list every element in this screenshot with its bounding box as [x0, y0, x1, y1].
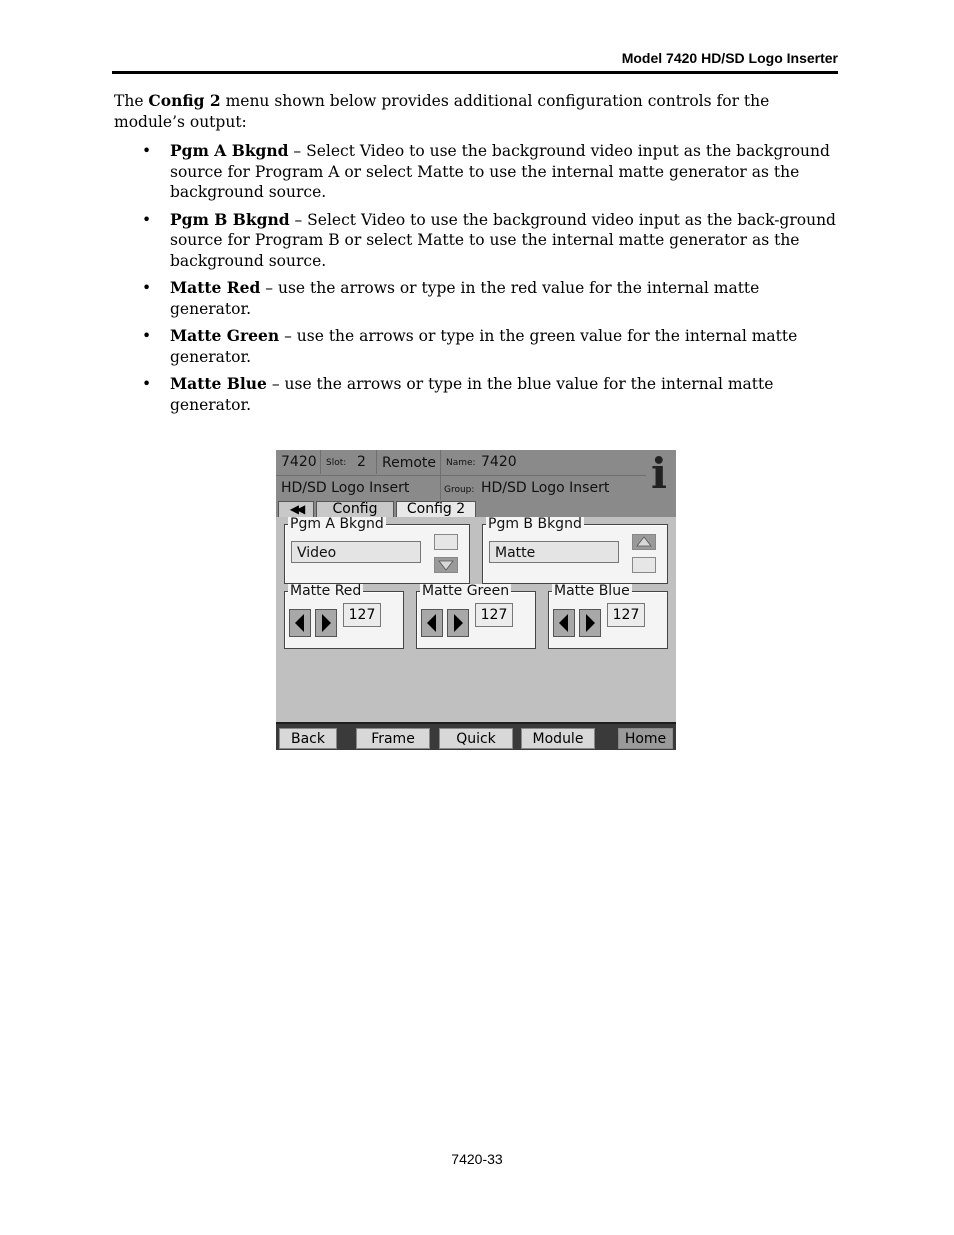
bullet-desc: – use the arrows or type in the red value for the internal matte generator.: [170, 279, 760, 318]
matte-green-label: Matte Green: [422, 583, 510, 599]
arrow-left-icon: [422, 610, 442, 636]
bullet-desc: – Select Video to use the background video input as the back-ground source for Program B or select Matte to use the internal matte generator as the background source.: [170, 210, 836, 270]
tab-strip: [276, 500, 676, 517]
arrow-right-icon: [448, 610, 468, 636]
matte-red-input[interactable]: 127: [343, 603, 381, 627]
chevron-down-icon: [435, 558, 457, 572]
matte-blue-increment-button[interactable]: [579, 609, 601, 637]
matte-blue-input[interactable]: 127: [607, 603, 645, 627]
slot-caption: Slot:: [326, 458, 347, 468]
tab-config-2[interactable]: Config 2: [396, 501, 476, 517]
matte-green-group: [416, 583, 536, 649]
model-label: 7420: [281, 454, 317, 470]
slot-value: 2: [357, 454, 366, 470]
bullet-list: [142, 141, 842, 422]
divider: [320, 450, 321, 474]
pgm-a-down-button[interactable]: [434, 557, 458, 573]
arrow-right-icon: [316, 610, 336, 636]
bullet-dot: •: [142, 375, 152, 393]
module-button[interactable]: Module: [521, 728, 595, 749]
bullet-desc: – use the arrows or type in the blue value for the internal matte generator.: [170, 375, 774, 414]
matte-green-input[interactable]: 127: [475, 603, 513, 627]
pgm-b-up-button[interactable]: [632, 534, 656, 550]
running-header: Model 7420 HD/SD Logo Inserter: [621, 50, 838, 66]
arrow-left-icon: [554, 610, 574, 636]
bullet-dot: •: [142, 142, 152, 160]
description-label: HD/SD Logo Insert: [281, 480, 410, 496]
matte-red-increment-button[interactable]: [315, 609, 337, 637]
matte-blue-group: [548, 583, 668, 649]
config2-menu-screen: [276, 450, 676, 750]
name-value: 7420: [481, 454, 517, 470]
pgm-b-bkgnd-select[interactable]: Matte: [489, 541, 619, 563]
list-item: [142, 210, 842, 272]
list-item: [142, 326, 842, 367]
list-item: [142, 374, 842, 415]
name-caption: Name:: [446, 458, 476, 468]
info-icon[interactable]: i: [651, 450, 667, 498]
divider: [376, 450, 377, 474]
intro-paragraph: [114, 91, 834, 132]
nav-bar: [276, 722, 676, 750]
group-value: HD/SD Logo Insert: [481, 480, 610, 496]
pgm-b-down-button[interactable]: [632, 557, 656, 573]
list-item: [142, 141, 842, 203]
bullet-desc: – use the arrows or type in the green value for the internal matte generator.: [170, 327, 798, 366]
arrow-right-icon: [580, 610, 600, 636]
header-rule: [112, 71, 838, 74]
pgm-a-bkgnd-label: Pgm A Bkgnd: [290, 516, 384, 532]
bullet-term: Pgm A Bkgnd: [170, 141, 289, 160]
group-caption: Group:: [444, 485, 475, 495]
bullet-dot: •: [142, 279, 152, 297]
intro-text-pre: The: [114, 92, 149, 110]
intro-text-post: menu shown below provides additional configuration controls for the module’s output:: [114, 92, 770, 131]
bullet-dot: •: [142, 327, 152, 345]
quick-button[interactable]: Quick: [439, 728, 513, 749]
pgm-a-bkgnd-select[interactable]: Video: [291, 541, 421, 563]
pgm-a-up-button[interactable]: [434, 534, 458, 550]
intro-menu-name: Config 2: [148, 91, 221, 110]
bullet-term: Matte Blue: [170, 374, 267, 393]
bullet-term: Pgm B Bkgnd: [170, 209, 290, 229]
bullet-desc: – Select Video to use the background video input as the background source for Program A or select Matte to use the internal matte generator as the background source.: [170, 142, 830, 201]
mode-label: Remote: [382, 455, 437, 471]
matte-red-decrement-button[interactable]: [289, 609, 311, 637]
pgm-b-bkgnd-label: Pgm B Bkgnd: [488, 516, 582, 532]
chevron-up-icon: [633, 535, 655, 549]
arrow-left-icon: [290, 610, 310, 636]
frame-button[interactable]: Frame: [356, 728, 430, 749]
matte-green-increment-button[interactable]: [447, 609, 469, 637]
status-bar: [276, 450, 676, 500]
matte-red-label: Matte Red: [290, 583, 362, 599]
matte-blue-decrement-button[interactable]: [553, 609, 575, 637]
bullet-term: Matte Red: [170, 278, 261, 297]
matte-blue-label: Matte Blue: [554, 583, 630, 599]
bullet-term: Matte Green: [170, 326, 280, 345]
back-button[interactable]: Back: [279, 728, 337, 749]
page-number: 7420-33: [451, 1151, 503, 1167]
pgm-b-bkgnd-group: [482, 516, 668, 584]
list-item: [142, 278, 842, 319]
matte-red-group: [284, 583, 404, 649]
tab-config[interactable]: Config: [316, 501, 394, 517]
tab-scroll-back-button[interactable]: ◀◀: [278, 501, 314, 517]
bullet-dot: •: [142, 210, 152, 229]
home-button[interactable]: Home: [618, 728, 673, 749]
pgm-a-bkgnd-group: [284, 516, 470, 584]
matte-green-decrement-button[interactable]: [421, 609, 443, 637]
